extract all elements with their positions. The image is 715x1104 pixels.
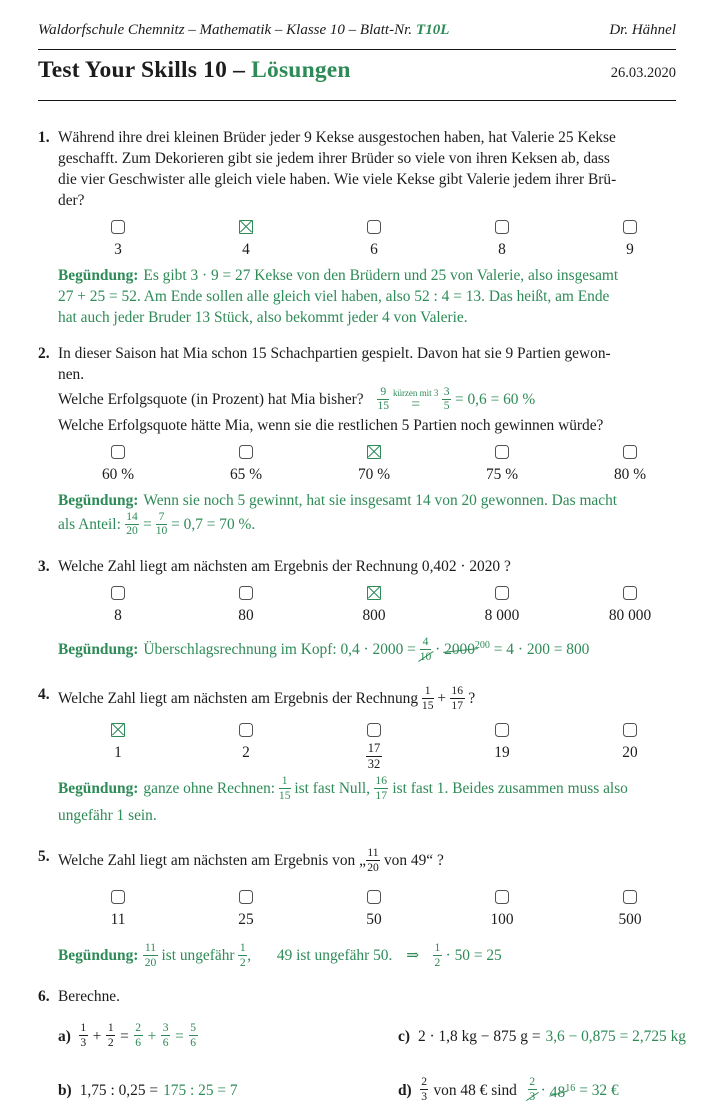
checkbox-unchecked-icon[interactable] [495, 445, 509, 459]
solution-math: 175 : 25 = 7 [163, 1082, 238, 1100]
option-label: 80 % [613, 466, 647, 483]
question-number: 3. [38, 558, 50, 575]
question-text-line: Während ihre drei kleinen Brüder jeder 9 Kekse ausgestochen haben, hat Valerie 25 Kekse [58, 129, 616, 146]
checkbox-unchecked-icon[interactable] [623, 890, 637, 904]
option-label: 9 [626, 241, 634, 258]
answer-option [54, 220, 182, 260]
question-number: 4. [38, 686, 50, 704]
option-label: 19 [494, 744, 510, 762]
explanation [58, 265, 676, 328]
subtask-letter: a) [58, 1028, 71, 1046]
answer-option [182, 445, 310, 485]
answer-option [310, 445, 438, 485]
implies-arrow: ⇒ [406, 947, 420, 965]
cancellation-result: 16 [565, 1083, 576, 1095]
option-label: 3 [114, 241, 122, 258]
explanation-label: Begündung: [58, 780, 139, 798]
checkbox-unchecked-icon[interactable] [111, 220, 125, 234]
fraction-cancelled: $\frac{2}{3}$ [529, 1075, 536, 1103]
question-number: 5. [38, 848, 50, 866]
question-1 [38, 127, 676, 328]
question-text-line: Berechne. [58, 988, 120, 1006]
fraction: $\frac{11}{20}$ [367, 846, 379, 874]
teacher-name: Dr. Hähnel [609, 22, 676, 38]
question-text-line: geschafft. Zum Dekorieren gibt sie jedem ihrer Brüder so viele von ihren Keksen ab, dass [58, 150, 610, 167]
explanation-line: Begündung: Es gibt 3 · 9 = 27 Kekse von den Brüdern und 25 von Valerie, also insgesamt [58, 267, 619, 284]
question-text-line: der? [58, 192, 85, 209]
annotated-equals: kürzen mit 3 = [392, 387, 439, 413]
question-number: 2. [38, 345, 50, 362]
answer-option [438, 890, 566, 930]
answer-option [182, 586, 310, 626]
explanation-line: Begündung: ganze ohne Rechnen: $\frac{1}{15}$ ist fast Null, $\frac{16}{17}$ ist fast 1. Beides zusammen muss also [58, 774, 628, 802]
checkbox-unchecked-icon[interactable] [111, 445, 125, 459]
explanation: Begündung: Überschlagsrechnung im Kopf: 0,4 · 2000 = $\frac{4}{10}$ · 2000$^{200}$ = 4 · 200 = 800 [58, 631, 676, 665]
answer-option [182, 890, 310, 930]
answer-option [566, 890, 694, 930]
explanation [58, 490, 676, 539]
subtask-b [58, 1077, 398, 1104]
checkbox-unchecked-icon[interactable] [239, 586, 253, 600]
solution-math: $\frac{2}{6}$ + $\frac{3}{6}$ = $\frac{5}{6}$ [135, 1021, 197, 1049]
course-line-text: Waldorfschule Chemnitz – Mathematik – Klasse 10 – Blatt-Nr. [38, 22, 413, 38]
checkbox-unchecked-icon[interactable] [367, 220, 381, 234]
checkbox-unchecked-icon[interactable] [239, 890, 253, 904]
checkbox-unchecked-icon[interactable] [623, 220, 637, 234]
checkbox-checked-icon[interactable] [239, 220, 253, 234]
question-5 [38, 846, 676, 970]
checkbox-unchecked-icon[interactable] [239, 445, 253, 459]
struck-value: 48 [549, 1084, 566, 1102]
fraction: $\frac{11}{20}$ [144, 941, 157, 969]
course-line [38, 22, 449, 39]
option-label: 1 [114, 744, 122, 762]
checkbox-unchecked-icon[interactable] [367, 723, 381, 737]
checkbox-unchecked-icon[interactable] [495, 220, 509, 234]
option-label: 100 [490, 911, 514, 929]
answer-option [566, 586, 694, 626]
subtask-letter: b) [58, 1082, 72, 1100]
answer-option [182, 723, 310, 771]
question-text-line: Welche Zahl liegt am nächsten am Ergebnis der Rechnung $\frac{1}{15}$ + $\frac{16}{17}$ ? [58, 684, 476, 712]
title-accent: Lösungen [251, 57, 351, 83]
checkbox-unchecked-icon[interactable] [111, 890, 125, 904]
subtask-letter: d) [398, 1082, 412, 1100]
question-text-line: Welche Erfolgsquote hätte Mia, wenn sie die restlichen 5 Partien noch gewinnen würde? [58, 417, 604, 434]
question-4 [38, 684, 676, 829]
solution-math: 3,6 − 0,875 = 2,725 kg [545, 1028, 686, 1046]
answer-option [438, 445, 566, 485]
sheet-code: T10L [416, 22, 450, 38]
fraction: $\frac{1}{2}$ [239, 941, 246, 969]
checkbox-checked-icon[interactable] [111, 723, 125, 737]
explanation-label: Begündung: [58, 267, 139, 284]
checkbox-checked-icon[interactable] [367, 445, 381, 459]
answer-option [182, 220, 310, 260]
option-label-fraction: $\frac{17}{32}$ [367, 741, 381, 771]
subtask-letter: c) [398, 1028, 410, 1046]
divider-title [38, 100, 676, 101]
option-label: 80 000 [608, 607, 652, 624]
checkbox-unchecked-icon[interactable] [367, 890, 381, 904]
fraction: $\frac{3}{6}$ [162, 1021, 169, 1049]
expression: von 48 € sind [433, 1082, 517, 1100]
option-label: 6 [370, 241, 378, 258]
answer-option [54, 723, 182, 771]
option-label: 500 [618, 911, 642, 929]
answer-option [54, 890, 182, 930]
fraction: $\frac{1}{15}$ [421, 684, 434, 712]
fraction: $\frac{14}{20}$ [126, 509, 138, 538]
fraction: $\frac{2}{3}$ [421, 1075, 427, 1103]
question-number: 6. [38, 988, 50, 1006]
question-3 [38, 556, 676, 665]
explanation-line: 27 + 25 = 52. Am Ende sollen alle gleich viel haben, also 52 : 4 = 13. Das heißt, am Ende [58, 288, 610, 305]
checkbox-unchecked-icon[interactable] [623, 445, 637, 459]
option-label: 50 [366, 911, 382, 929]
option-label: 11 [110, 911, 126, 929]
question-text-line: Welche Zahl liegt am nächsten am Ergebnis von „ $\frac{11}{20}$ von 49“ ? [58, 846, 444, 874]
fraction: $\frac{5}{6}$ [190, 1021, 197, 1049]
answer-option [310, 890, 438, 930]
answer-option [54, 445, 182, 485]
fraction: $\frac{9}{15}$ [377, 384, 390, 413]
fraction: $\frac{16}{17}$ [375, 774, 387, 802]
answer-options-row [54, 723, 694, 771]
explanation-line: hat auch jeder Bruder 13 Stück, also bekommt jeder 4 von Valerie. [58, 309, 468, 326]
checkbox-unchecked-icon[interactable] [111, 586, 125, 600]
option-label: 2 [242, 744, 250, 762]
option-label: 60 % [101, 466, 135, 483]
question-number: 1. [38, 129, 50, 146]
question-text-line: die vier Geschwister alle gleich viele haben. Wie viele Kekse gibt Valerie jedem ihrer Brü- [58, 171, 617, 188]
answer-options-row [54, 220, 694, 260]
checkbox-checked-icon[interactable] [367, 586, 381, 600]
explanation-line: als Anteil: $\frac{14}{20}$ = $\frac{7}{10}$ = 0,7 = 70 %. [58, 509, 256, 538]
answer-option [310, 586, 438, 626]
answer-options-row [54, 890, 694, 930]
option-label: 80 [238, 607, 254, 624]
explanation-line: Begündung: Wenn sie noch 5 gewinnt, hat sie insgesamt 14 von 20 gewonnen. Das macht [58, 492, 618, 509]
explanation: Begündung: $\frac{11}{20}$ ist ungefähr $\frac{1}{2}$ , 49 ist ungefähr 50. ⇒ $\frac{1}{2}$ · 50 = 25 [58, 941, 502, 969]
subtask-d [398, 1077, 686, 1104]
fraction: $\frac{16}{17}$ [451, 684, 463, 712]
fraction: $\frac{3}{5}$ [443, 384, 450, 413]
explanation-label: Begündung: [58, 947, 139, 965]
question-text-line: Welche Zahl liegt am nächsten am Ergebnis der Rechnung 0,402 · 2020 ? [58, 558, 511, 575]
subtasks-grid [58, 1021, 686, 1104]
answer-option [566, 723, 694, 771]
page-title [38, 57, 351, 84]
answer-option [310, 220, 438, 260]
checkbox-unchecked-icon[interactable] [623, 586, 637, 600]
answer-option [566, 445, 694, 485]
option-label: 70 % [357, 466, 391, 483]
fraction: $\frac{1}{15}$ [278, 774, 291, 802]
checkbox-unchecked-icon[interactable] [495, 586, 509, 600]
checkbox-unchecked-icon[interactable] [623, 723, 637, 737]
struck-value: 2000 [444, 635, 475, 665]
option-label: 25 [238, 911, 254, 929]
expression: 1,75 : 0,25 = [79, 1082, 159, 1100]
question-2 [38, 343, 676, 539]
fraction: $\frac{2}{6}$ [135, 1021, 142, 1049]
title-main: Test Your Skills 10 – [38, 57, 246, 83]
checkbox-unchecked-icon[interactable] [239, 723, 253, 737]
fraction: $\frac{7}{10}$ [155, 509, 168, 538]
checkbox-unchecked-icon[interactable] [495, 723, 509, 737]
option-label: 800 [362, 607, 386, 624]
answer-option [566, 220, 694, 260]
fraction: $\frac{1}{3}$ [80, 1021, 87, 1049]
option-label: 20 [622, 744, 638, 762]
option-label: 75 % [485, 466, 519, 483]
answer-options-row [54, 586, 694, 626]
answer-option [438, 723, 566, 771]
option-label: 8 [114, 607, 122, 624]
answer-option [310, 723, 438, 771]
fraction: $\frac{1}{2}$ [434, 941, 441, 969]
answer-option [438, 586, 566, 626]
fraction-cancelled: $\frac{4}{10}$ [419, 635, 432, 663]
option-label: 4 [242, 241, 250, 258]
answer-options-row [54, 445, 694, 485]
page-header [38, 20, 676, 39]
question-6 [38, 986, 686, 1104]
question-text-line: Welche Erfolgsquote (in Prozent) hat Mia bisher? $\frac{9}{15}$ kürzen mit 3 = $\frac{3}{5}$ = 0,6 = 60 % [58, 384, 536, 413]
answer-option [438, 220, 566, 260]
explanation [58, 776, 676, 829]
explanation-line: ungefähr 1 sein. [58, 807, 157, 825]
subtask-c [398, 1023, 686, 1050]
option-label: 8 [498, 241, 506, 258]
question-text-line: nen. [58, 366, 85, 383]
title-row [38, 50, 676, 90]
explanation-label: Begündung: [58, 492, 139, 509]
option-label: 65 % [229, 466, 263, 483]
inline-answer-math: $\frac{9}{15}$ kürzen mit 3 = $\frac{3}{5}$ = 0,6 = 60 % [377, 384, 536, 413]
question-text-line: In dieser Saison hat Mia schon 15 Schachpartien gespielt. Davon hat sie 9 Partien gewon- [58, 345, 611, 362]
expression: 2 · 1,8 kg − 875 g = [417, 1028, 541, 1046]
explanation-label: Begündung: [58, 641, 139, 659]
answer-option [54, 586, 182, 626]
subtask-a: a) $\frac{1}{3}$ + $\frac{1}{2}$ = $\frac{2}{6}$ + $\frac{3}{6}$ = $\frac{5}{6}$ [58, 1021, 197, 1049]
cancellation-result: 200 [474, 640, 490, 651]
date: 26.03.2020 [610, 65, 676, 81]
solution-math: $\frac{2}{3}$ · $48^{16}$ = 32 € [529, 1075, 619, 1103]
fraction: $\frac{1}{2}$ [107, 1021, 114, 1049]
checkbox-unchecked-icon[interactable] [495, 890, 509, 904]
option-label: 8 000 [484, 607, 520, 624]
